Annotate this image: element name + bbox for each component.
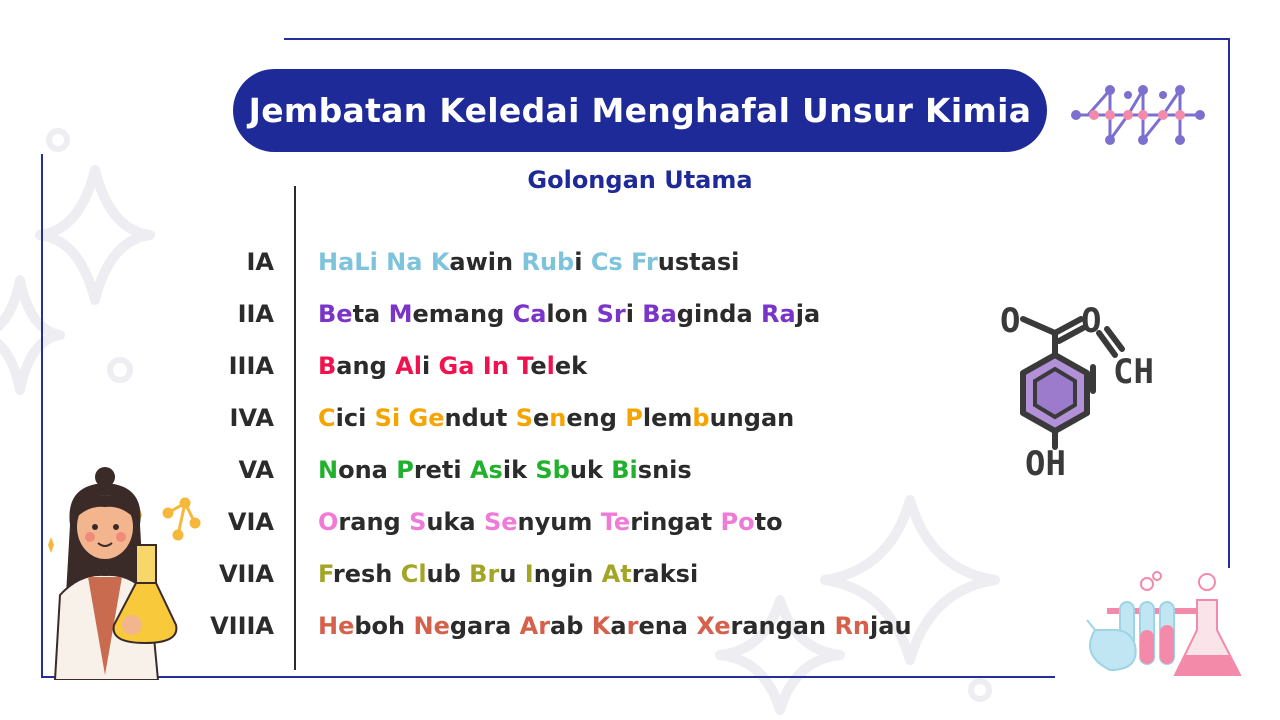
mnemonic-text <box>318 288 820 340</box>
page-title-text: Jembatan Keledai Menghafal Unsur Kimia <box>248 91 1032 130</box>
element-symbol-highlight: C <box>318 404 336 432</box>
element-symbol-highlight: Se <box>483 508 518 536</box>
element-symbol-highlight: As <box>469 456 503 484</box>
element-symbol-highlight: Ga <box>438 352 475 380</box>
mnemonic-plain-text <box>623 248 631 276</box>
element-symbol-highlight: He <box>318 612 355 640</box>
mnemonic-plain-text: nyum <box>517 508 601 536</box>
element-symbol-highlight: Cl <box>400 560 427 588</box>
lab-glassware-illustration <box>1085 570 1245 680</box>
mnemonic-plain-text: e <box>530 352 547 380</box>
mnemonic-plain-text: ik <box>502 456 536 484</box>
element-symbol-highlight: In <box>482 352 509 380</box>
mnemonic-plain-text: ja <box>795 300 821 328</box>
group-label: IIA <box>237 300 274 328</box>
mnemonic-plain-text: rangan <box>730 612 835 640</box>
mnemonic-plain-text: ici <box>335 404 375 432</box>
mnemonic-plain-text <box>400 404 408 432</box>
group-label: VIIIA <box>210 612 274 640</box>
mnemonic-plain-text: ab <box>550 612 592 640</box>
mnemonic-plain-text: emang <box>412 300 513 328</box>
ch-label: CH <box>1113 352 1154 392</box>
mnemonic-row <box>200 444 960 496</box>
element-symbol-highlight: Cs <box>590 248 623 276</box>
oxygen-label-1: O <box>1000 301 1021 341</box>
mnemonic-plain-text <box>378 248 386 276</box>
element-symbol-highlight: S <box>515 404 534 432</box>
mnemonic-row <box>200 288 960 340</box>
mnemonic-plain-text: snis <box>637 456 692 484</box>
element-symbol-highlight: B <box>318 352 337 380</box>
frame-top-line <box>284 38 1230 40</box>
oh-label: OH <box>1025 444 1066 484</box>
group-label: IA <box>246 248 274 276</box>
mnemonic-plain-text: e <box>533 404 550 432</box>
element-symbol-highlight: O <box>318 508 339 536</box>
mnemonic-plain-text: i <box>574 248 591 276</box>
mnemonic-plain-text: uk <box>569 456 612 484</box>
element-symbol-highlight: Sb <box>535 456 570 484</box>
mnemonic-text <box>318 340 587 392</box>
element-symbol-highlight: Rub <box>521 248 575 276</box>
element-symbol-highlight: Si <box>374 404 401 432</box>
mnemonic-plain-text: resh <box>332 560 401 588</box>
element-symbol-highlight: N <box>318 456 339 484</box>
mnemonic-text <box>318 600 912 652</box>
section-subtitle: Golongan Utama <box>527 166 753 194</box>
element-symbol-highlight: Ca <box>512 300 547 328</box>
sparkle-icon <box>40 170 150 300</box>
element-symbol-highlight: b <box>692 404 710 432</box>
group-label: VIA <box>227 508 274 536</box>
element-symbol-highlight: Ge <box>408 404 445 432</box>
mnemonic-plain-text: eng <box>566 404 626 432</box>
mnemonic-plain-text: u <box>499 560 525 588</box>
element-symbol-highlight: Ha <box>318 248 355 276</box>
element-symbol-highlight: Sr <box>596 300 626 328</box>
element-symbol-highlight: r <box>626 612 639 640</box>
mnemonic-text <box>318 444 692 496</box>
element-symbol-highlight: Rn <box>834 612 871 640</box>
mnemonic-list <box>200 236 960 652</box>
oxygen-label-2: O <box>1081 301 1102 341</box>
mnemonic-plain-text: boh <box>354 612 414 640</box>
element-symbol-highlight: Ra <box>761 300 796 328</box>
mnemonic-plain-text: ndut <box>444 404 516 432</box>
chemical-structure-icon <box>995 295 1185 485</box>
element-symbol-highlight: I <box>524 560 534 588</box>
mnemonic-plain-text: reti <box>413 456 470 484</box>
element-symbol-highlight: Ba <box>642 300 677 328</box>
element-symbol-highlight: Be <box>318 300 353 328</box>
mnemonic-row <box>200 548 960 600</box>
mnemonic-text <box>318 392 794 444</box>
element-symbol-highlight: Al <box>395 352 422 380</box>
page-title <box>233 69 1047 152</box>
element-symbol-highlight: T <box>517 352 531 380</box>
element-symbol-highlight: K <box>430 248 450 276</box>
mnemonic-plain-text: gara <box>449 612 520 640</box>
mnemonic-plain-text: i <box>421 352 439 380</box>
sparkle-icon <box>0 280 60 390</box>
group-label: IIIA <box>228 352 274 380</box>
element-symbol-highlight: Li <box>354 248 378 276</box>
mnemonic-plain-text: jau <box>870 612 912 640</box>
mnemonic-plain-text <box>509 352 517 380</box>
element-symbol-highlight: S <box>409 508 427 536</box>
element-symbol-highlight: Bi <box>611 456 638 484</box>
mnemonic-plain-text: ungan <box>709 404 795 432</box>
element-symbol-highlight: Te <box>600 508 631 536</box>
frame-right-line <box>1228 38 1230 568</box>
scientist-girl-illustration <box>40 465 210 680</box>
mnemonic-plain-text: ub <box>426 560 470 588</box>
mnemonic-plain-text: lem <box>642 404 693 432</box>
mnemonic-plain-text <box>422 248 430 276</box>
mnemonic-row <box>200 600 960 652</box>
element-symbol-highlight: n <box>549 404 567 432</box>
mnemonic-text <box>318 236 739 288</box>
mnemonic-plain-text: lon <box>546 300 597 328</box>
element-symbol-highlight: Fr <box>631 248 658 276</box>
element-symbol-highlight: Na <box>386 248 423 276</box>
mnemonic-plain-text: ang <box>336 352 396 380</box>
mnemonic-plain-text: ngin <box>533 560 602 588</box>
mnemonic-plain-text <box>474 352 482 380</box>
group-label: IVA <box>229 404 274 432</box>
mnemonic-plain-text: ginda <box>676 300 762 328</box>
mnemonic-plain-text: raksi <box>631 560 699 588</box>
mnemonic-row <box>200 496 960 548</box>
mnemonic-plain-text: ena <box>638 612 697 640</box>
mnemonic-plain-text: i <box>625 300 643 328</box>
mnemonic-plain-text: uka <box>426 508 484 536</box>
mnemonic-plain-text: rang <box>338 508 410 536</box>
group-label: VIIA <box>218 560 274 588</box>
mnemonic-row <box>200 340 960 392</box>
mnemonic-row <box>200 236 960 288</box>
element-symbol-highlight: l <box>546 352 555 380</box>
element-symbol-highlight: Po <box>720 508 755 536</box>
element-symbol-highlight: Ne <box>413 612 450 640</box>
group-label: VA <box>238 456 274 484</box>
mnemonic-plain-text: ringat <box>630 508 721 536</box>
mnemonic-row <box>200 392 960 444</box>
mnemonic-text <box>318 548 698 600</box>
element-symbol-highlight: P <box>625 404 643 432</box>
mnemonic-plain-text: awin <box>449 248 522 276</box>
mnemonic-plain-text: a <box>610 612 627 640</box>
element-symbol-highlight: P <box>396 456 414 484</box>
element-symbol-highlight: Ar <box>519 612 551 640</box>
element-symbol-highlight: F <box>318 560 333 588</box>
element-symbol-highlight: Br <box>469 560 500 588</box>
element-symbol-highlight: Xe <box>696 612 731 640</box>
element-symbol-highlight: M <box>388 300 413 328</box>
mnemonic-plain-text: ustasi <box>657 248 740 276</box>
mnemonic-plain-text: to <box>754 508 783 536</box>
mnemonic-plain-text: ta <box>352 300 389 328</box>
mnemonic-plain-text: ek <box>554 352 588 380</box>
mnemonic-text <box>318 496 783 548</box>
element-symbol-highlight: At <box>601 560 632 588</box>
molecule-network-icon <box>1068 80 1208 150</box>
element-symbol-highlight: K <box>591 612 611 640</box>
mnemonic-plain-text: ona <box>338 456 397 484</box>
